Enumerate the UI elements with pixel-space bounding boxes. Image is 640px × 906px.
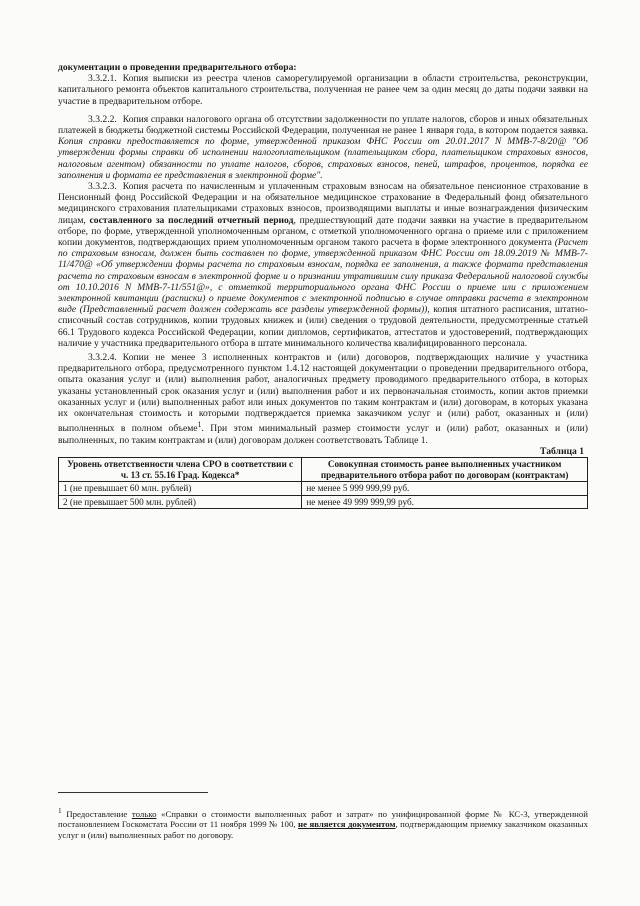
clause-italic-note: (Расчет по страховым взносам, должен быть составлен по форме, утвержденной приказом ФНС России от 18.09.2019 № ММВ-7-11/470@ «Об утверждении формы расчета по страховым взносам, порядка ее заполнения, а также формата представления расчета по страховым взносам в электронной форме и о признании утратившим силу приказа Федеральной налоговой службы от 10.10.2016 N ММВ-7-11/551@», с отметкой территориального органа ФНС России о приеме или с приложением электронной квитанции (расписки) о приеме документов с электронной подписью в случае отправки расчета в электронном виде (Представленный расчет должен содержать все разделы утвержденной формы)) — [58, 237, 588, 316]
paragraph-3-3-2-3 — [58, 181, 588, 349]
footnote-text: «Справки о стоимости выполненных работ и затрат» по унифицированной форме № КС-3, утвержденной постановлением Госкомстата России от 11 ноября 1999 № 100, — [58, 808, 588, 830]
footnote-underlined-bold: не является документом — [298, 819, 396, 830]
clause-text-cont: , предшествующий дате подачи заявки на участие в предварительном отборе, по форме, утвержденной уполномоченным органом, с отметкой уполномоченного органа о приеме или с приложением копии документов, подтверждающих прием уполномоченным органом такого расчета в форме электронного документа — [58, 214, 588, 249]
clause-text: Копии не менее 3 исполненных контрактов и (или) договоров, подтверждающих наличие у участника предварительного отбора, предусмотренного пунктом 1.4.12 настоящей документации о проведении предварительного отбора, опыта оказания услуг и (или) выполнения работ, аналогичных предмету проводимого предварительного отбора, в которых указаны установленный срок оказания услуг и (или) выполнения работ и их первоначальная стоимость, копии актов приемки оказанных услуг и (или) выполненных работ или иных документов по таким контрактам и (или) договорам, в которых указана их окончательная стоимость и которыми подтверждается приемка заказчиком услуг и (или) работ, оказанных и (или) выполненных в полном объеме — [58, 352, 588, 435]
footnote-text: Предоставление — [61, 808, 132, 819]
table-header-row — [59, 458, 588, 482]
clause-text: Копия справки налогового органа об отсутствии задолженности по уплате налогов, сборов и иных обязательных платежей в бюджеты бюджетной системы Российской Федерации, полученная не ранее 1 января года, в котором подается заявка. — [58, 113, 588, 137]
paragraph-3-3-2-2 — [58, 114, 588, 181]
clause-text-end: , копия штатного расписания, штатно-списочный состав сотрудников, копии трудовых книжек и (или) сведения о трудовой деятельности, предусмотренные статьей 66.1 Трудового кодекса Российской Федерации, копии дипломов, сертификатов, аттестатов и удостоверений, подтверждающих наличие у участника предварительного отбора в штате минимального количества квалифицированного персонала. — [58, 304, 588, 349]
clause-number: 3.3.2.3. — [88, 181, 117, 193]
table-header-cell: Совокупная стоимость ранее выполненных участником предварительного отбора работ по договорам (контрактам) — [302, 458, 588, 482]
footnote-underlined: только — [131, 808, 157, 819]
document-body — [58, 62, 588, 509]
clause-number: 3.3.2.4. — [88, 352, 117, 364]
clause-bold-text: составленного за последний отчетный период — [89, 214, 294, 226]
requirements-table — [58, 457, 588, 509]
table-cell: 1 (не превышает 60 млн. рублей) — [59, 482, 302, 496]
table-caption: Таблица 1 — [540, 445, 584, 457]
clause-italic-note: Копия справки предоставляется по форме, утвержденной приказом ФНС России от 20.01.2017 N ММВ-7-8/20@ "Об утверждении формы справки об исполнении налогоплательщиком (плательщиком сбора, плательщиком страховых взносов, налоговым агентом) обязанности по уплате налогов, сборов, страховых взносов, пеней, штрафов, процентов, порядка ее заполнения и формата ее представления в электронной форме". — [58, 136, 588, 181]
table-cell: 2 (не превышает 500 млн. рублей) — [59, 495, 302, 509]
clause-text: Копия выписки из реестра членов саморегулируемой организации в области строительства, реконструкции, капитального ремонта объектов капитального строительства, полученная не ранее чем за один месяц до даты подачи заявки на участие в предварительном отборе. — [58, 73, 588, 107]
footnote-marker: 1 — [58, 805, 62, 815]
paragraph-3-3-2-1 — [58, 73, 588, 107]
table-row — [59, 482, 588, 496]
footnote-text: , подтверждающим приемку заказчиком оказанных услуг и (или) выполненных работ по договору. — [58, 819, 588, 840]
clause-text: Копия расчета по начисленным и уплаченным страховым взносам на обязательное пенсионное страхование в Пенсионный фонд Российской Федерации и на обязательное медицинское страхование в Федеральный фонд обязательного медицинского страхования плательщиками страховых взносов, производящими выплаты и иные вознаграждения физическим лицам, — [58, 181, 588, 226]
section-heading: документации о проведении предварительного отбора: — [58, 62, 297, 73]
table-cell: не менее 49 999 999,99 руб. — [302, 495, 588, 509]
footnote-divider — [58, 792, 208, 793]
table-cell: не менее 5 999 999,99 руб. — [302, 482, 588, 496]
clause-text-end: . При этом минимальный размер стоимости услуг и (или) работ, оказанных и (или) выполненных, по таким контрактам и (или) договорам должен соответствовать Таблице 1. — [58, 423, 588, 446]
clause-number: 3.3.2.1. — [88, 73, 117, 85]
clause-number: 3.3.2.2. — [88, 113, 117, 125]
footnote — [58, 806, 588, 840]
paragraph-3-3-2-4 — [58, 352, 588, 446]
table-header-cell: Уровень ответственности члена СРО в соответствии с ч. 13 ст. 55.16 Град. Кодекса* — [59, 458, 302, 482]
table-row — [59, 495, 588, 509]
footnote-ref: 1 — [197, 420, 202, 430]
